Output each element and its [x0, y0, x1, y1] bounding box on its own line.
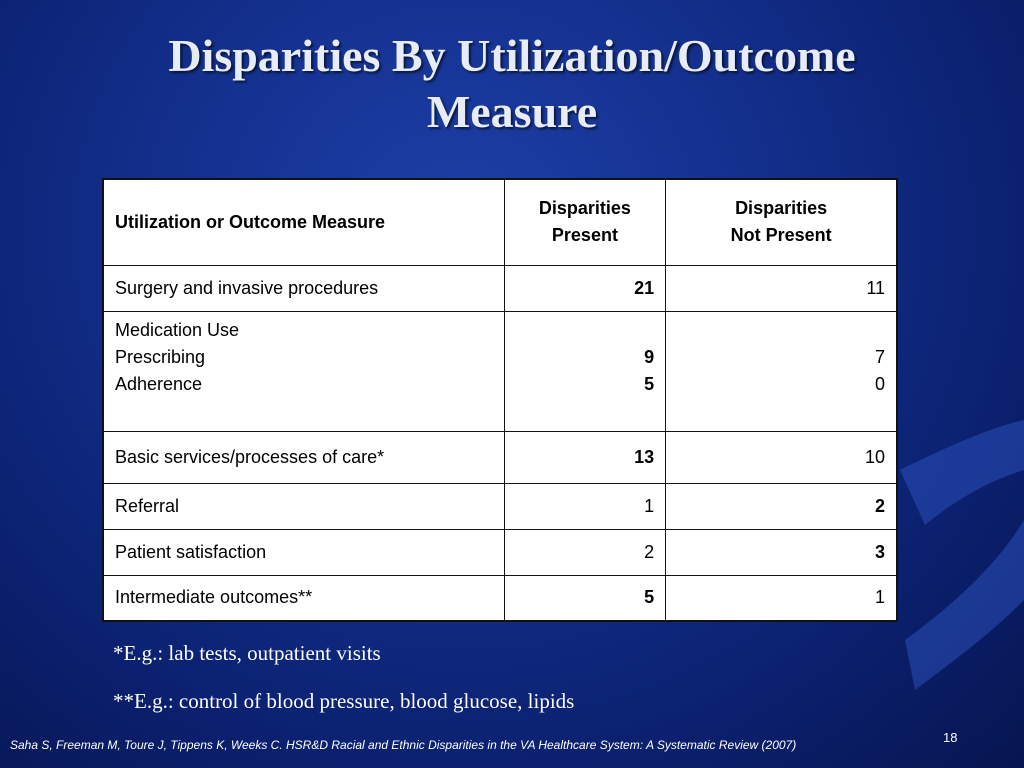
medication-present	[504, 311, 666, 431]
row-not-present: 3	[666, 529, 897, 575]
header-measure: Utilization or Outcome Measure	[103, 179, 504, 265]
row-not-present: 11	[666, 265, 897, 311]
adherence-label: Adherence	[115, 374, 203, 394]
table-row	[103, 483, 897, 529]
table-row	[103, 431, 897, 483]
row-present: 1	[504, 483, 666, 529]
row-measure: Basic services/processes of care*	[103, 431, 504, 483]
table-header-row	[103, 179, 897, 265]
row-present: 2	[504, 529, 666, 575]
header-present	[504, 179, 666, 265]
row-not-present: 10	[666, 431, 897, 483]
slide-title	[0, 28, 1024, 140]
row-not-present: 1	[666, 575, 897, 621]
medication-label: Medication Use	[115, 320, 240, 340]
medication-measure	[103, 311, 504, 431]
adherence-not-present: 0	[874, 374, 885, 394]
row-present: 5	[504, 575, 666, 621]
medication-not-present	[666, 311, 897, 431]
table-row-medication	[103, 311, 897, 431]
disparities-table	[102, 178, 898, 622]
row-not-present: 2	[666, 483, 897, 529]
header-present-line1: Disparities	[538, 198, 631, 219]
title-line-1: Disparities By Utilization/Outcome	[168, 30, 856, 81]
table-row	[103, 529, 897, 575]
page-number: 18	[943, 730, 958, 745]
header-not-present-line2: Not Present	[730, 225, 832, 246]
row-present: 13	[504, 431, 666, 483]
row-measure: Surgery and invasive procedures	[103, 265, 504, 311]
footnote-1: *E.g.: lab tests, outpatient visits	[113, 641, 381, 665]
title-line-2: Measure	[426, 86, 598, 137]
adherence-present: 5	[644, 374, 655, 394]
prescribing-label: Prescribing	[115, 347, 206, 367]
header-not-present-line1: Disparities	[735, 198, 828, 219]
header-not-present	[666, 179, 897, 265]
citation: Saha S, Freeman M, Toure J, Tippens K, Weeks C. HSR&D Racial and Ethnic Disparities in the VA Healthcare System: A Systematic Review (2007)	[10, 738, 797, 752]
row-present: 21	[504, 265, 666, 311]
row-measure: Intermediate outcomes**	[103, 575, 504, 621]
prescribing-present: 9	[644, 347, 655, 367]
header-present-line2: Present	[551, 225, 618, 246]
row-measure: Patient satisfaction	[103, 529, 504, 575]
footnote-2: **E.g.: control of blood pressure, blood glucose, lipids	[113, 689, 575, 713]
row-measure: Referral	[103, 483, 504, 529]
prescribing-not-present: 7	[874, 347, 885, 367]
table-row	[103, 265, 897, 311]
table-row	[103, 575, 897, 621]
